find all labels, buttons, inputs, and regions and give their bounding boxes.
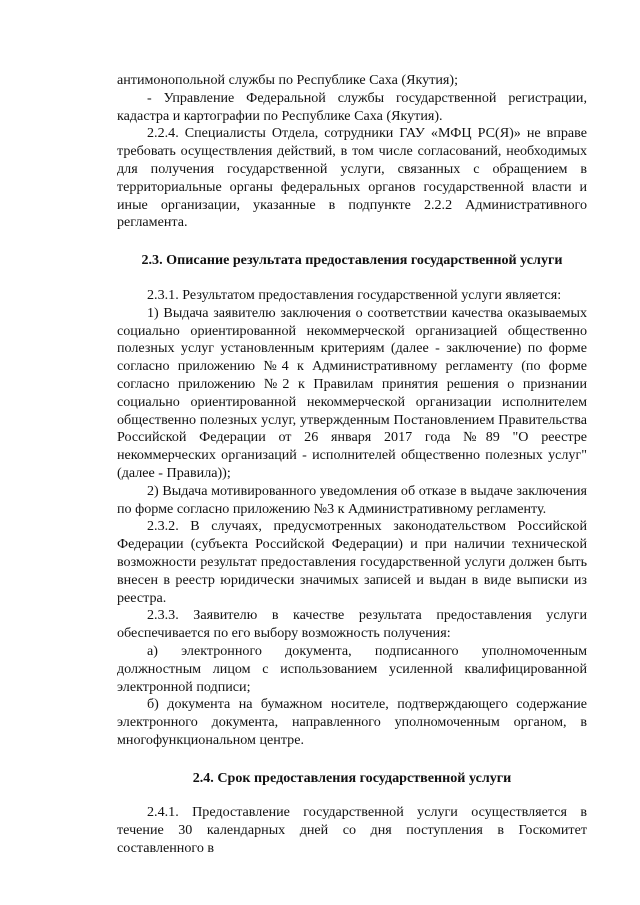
paragraph: антимонопольной службы по Республике Саха (Якутия); [117, 72, 459, 88]
paragraph: - Управление Федеральной службы государственной регистрации, кадастра и картографии по Республике Саха (Якутия). [117, 89, 587, 124]
paragraph: 2.3.2. В случаях, предусмотренных законодательством Российской Федерации (субъекта Российской Федерации) и при наличии технической возможности результат предоставления государственной услуги должен быть внесен в реестр юридически значимых записей и выдан в виде выписки из реестра. [117, 518, 587, 606]
paragraph: а) электронного документа, подписанного уполномоченным должностным лицом с использованием усиленной квалифицированной электронной подписи; [117, 642, 587, 695]
paragraph: 1) Выдача заявителю заключения о соответствии качества оказываемых социально ориентированной некоммерческой организацией общественно полезных услуг установленным критериям (далее - заключение) по форме согласно приложению №4 к Административному регламенту (по форме согласно приложению №2 к Правилам принятия решения о признании социально ориентированной некоммерческой организации исполнителем общественно полезных услуг, утвержденным Постановлением Правительства Российской Федерации от 26 января 2017 года №89 "О реестре некоммерческих организаций - исполнителей общественно полезных услуг" (далее - Правила)); [117, 304, 587, 481]
section-heading-2-3: 2.3. Описание результата предоставления государственной услуги [141, 252, 563, 269]
paragraph: 2.4.1. Предоставление государственной услуги осуществляется в течение 30 календарных дней со дня поступления в Госкомитет составленного в [117, 804, 587, 857]
paragraph: 2.2.4. Специалисты Отдела, сотрудники ГАУ «МФЦ РС(Я)» не вправе требовать осуществления действий, в том числе согласований, необходимых для получения государственной услуги, связанных с обращением в территориальные органы федеральных органов государственной власти и иные организации, указанные в подпункте 2.2.2 Административного регламента. [117, 125, 587, 231]
section-heading-2-4: 2.4. Срок предоставления государственной услуги [192, 769, 512, 786]
paragraph: 2) Выдача мотивированного уведомления об отказе в выдаче заключения по форме согласно приложению №3 к Административному регламенту. [117, 482, 587, 517]
paragraph: б) документа на бумажном носителе, подтверждающего содержание электронного документа, направленного уполномоченным органом, в многофункциональном центре. [117, 696, 587, 748]
paragraph: 2.3.3. Заявителю в качестве результата предоставления услуги обеспечивается по его выбору возможность получения: [117, 607, 587, 642]
paragraph: 2.3.1. Результатом предоставления государственной услуги является: [147, 286, 562, 303]
document-body [117, 72, 587, 858]
